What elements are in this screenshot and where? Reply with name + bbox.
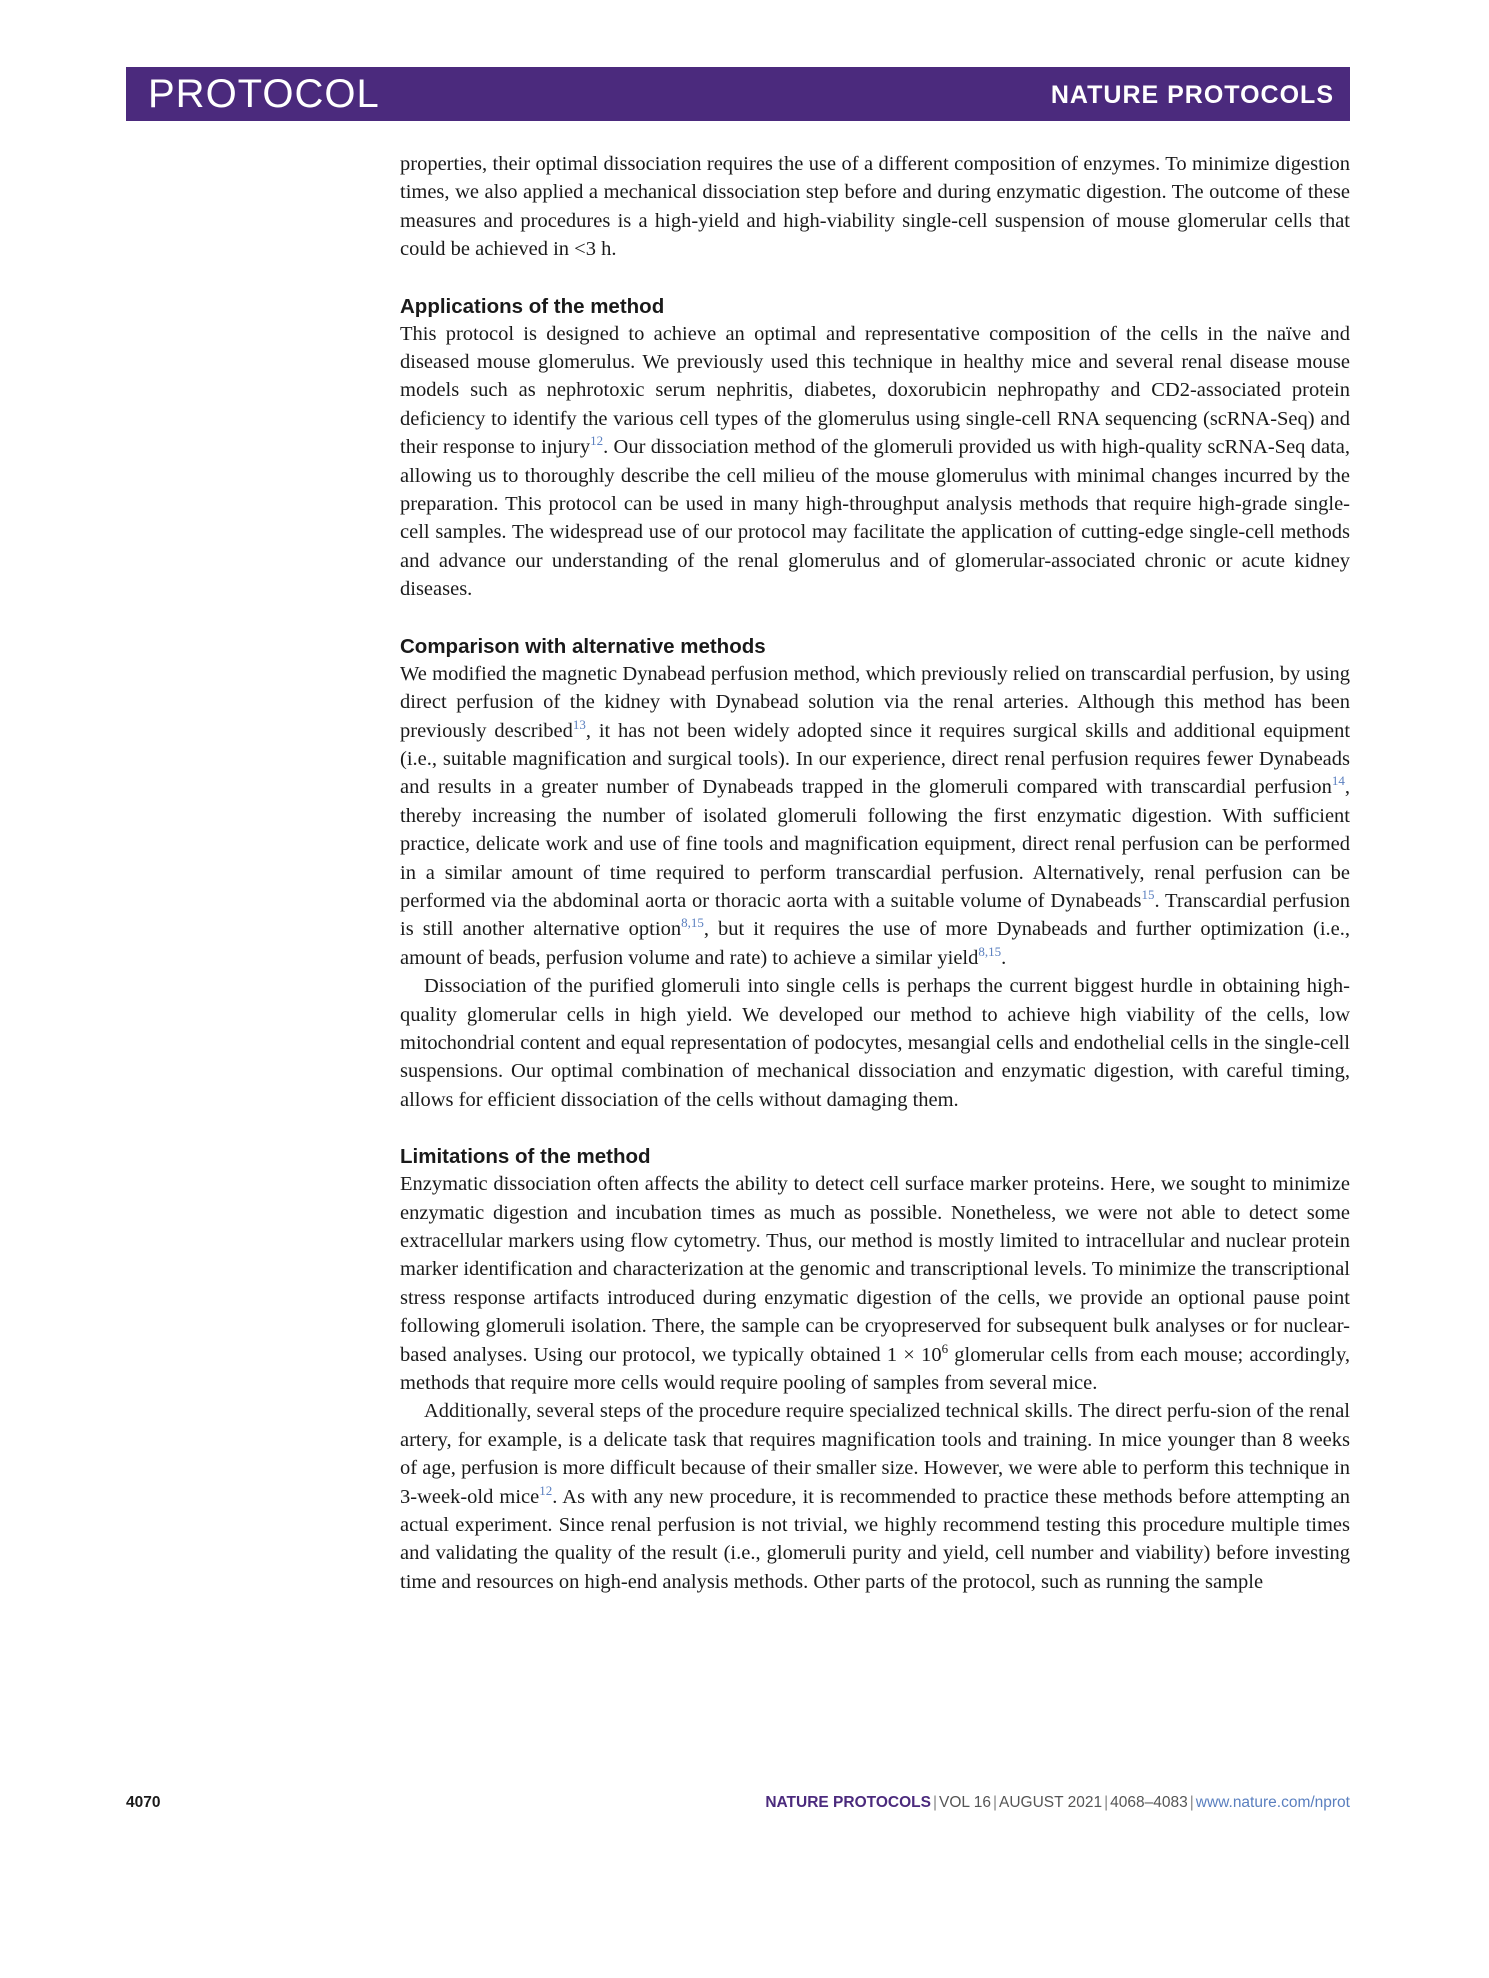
- section-type-label: PROTOCOL: [148, 72, 380, 116]
- paragraph: Enzymatic dissociation often affects the ability to detect cell surface marker proteins. Here, we sought to minimize enzymatic digestion and incubation times as much as possible. Nonetheless, we were not able to detect some extracellular markers using flow cytometry. Thus, our method is mostly limited to intracellular and nuclear protein marker identification and characterization at the genomic and transcriptional levels. To minimize the transcriptional stress response artifacts introduced during enzymatic digestion of the cells, we provide an optional pause point following glomeruli isolation. There, the sample can be cryopreserved for subsequent bulk analyses or for nuclear-based analyses. Using our protocol, we typically obtained $1 \times 10^6$ glomerular cells from each mouse; accordingly, methods that require more cells would require pooling of samples from several mice.: [400, 1173, 1350, 1395]
- citation-link[interactable]: 14: [1331, 773, 1345, 789]
- section-heading: Applications of the method: [400, 294, 665, 318]
- section-comparison: [400, 634, 1350, 1115]
- page-footer: [126, 1794, 1350, 1814]
- footer-date: AUGUST 2021: [999, 1794, 1103, 1811]
- citation-link[interactable]: 15: [1141, 887, 1155, 903]
- citation-link[interactable]: 12: [590, 433, 604, 449]
- section-applications: [400, 294, 1350, 604]
- section-heading: Comparison with alternative methods: [400, 634, 766, 658]
- citation-link[interactable]: 8,15: [978, 943, 1002, 959]
- paragraph: We modified the magnetic Dynabead perfusion method, which previously relied on transcardial perfusion, by using direct perfusion of the kidney with Dynabead solution via the renal arteries. Although this method has been previously described$^{13}$, it has not been widely adopted since it requires surgical skills and additional equipment (i.e., suitable magnification and surgical tools). In our experience, direct renal perfusion requires fewer Dynabeads and results in a greater number of Dynabeads trapped in the glomeruli compared with transcardial perfusion$^{14}$, thereby increasing the number of isolated glomeruli following the first enzymatic digestion. With sufficient practice, delicate work and use of fine tools and magnification equipment, direct renal perfusion can be performed in a similar amount of time required to perform transcardial perfusion. Alternatively, renal perfusion can be performed via the abdominal aorta or thoracic aorta with a suitable volume of Dynabeads$^{15}$. Transcardial perfusion is still another alternative option$^{8,15}$, but it requires the use of more Dynabeads and further optimization (i.e., amount of beads, perfusion volume and rate) to achieve a similar yield$^{8,15}$.: [400, 662, 1351, 969]
- citation-link[interactable]: 8,15: [681, 915, 704, 931]
- paragraph: Additionally, several steps of the procedure require specialized technical skills. The direct perfu-sion of the renal artery, for example, is a delicate task that requires magnification tools and training. In mice younger than 8 weeks of age, perfusion is more difficult because of their smaller size. However, we were able to perform this technique in 3-week-old mice$^{12}$. As with any new procedure, it is recommended to practice these methods before attempting an actual experiment. Since renal perfusion is not trivial, we highly recommend testing this procedure multiple times and validating the quality of the result (i.e., glomeruli purity and yield, cell number and viability) before investing time and resources on high-end analysis methods. Other parts of the protocol, such as running the sample: [400, 1400, 1350, 1593]
- footer-journal: NATURE PROTOCOLS: [765, 1794, 931, 1811]
- citation-link[interactable]: 13: [572, 716, 586, 732]
- paragraph: This protocol is designed to achieve an optimal and representative composition of the cells in the naïve and diseased mouse glomerulus. We previously used this technique in healthy mice and several renal disease mouse models such as nephrotoxic serum nephritis, diabetes, doxorubicin nephropathy and CD2-associated protein deficiency to identify the various cell types of the glomerulus using single-cell RNA sequencing (scRNA-Seq) and their response to injury$^{12}$. Our dissociation method of the glomeruli provided us with high-quality scRNA-Seq data, allowing us to thoroughly describe the cell milieu of the mouse glomerulus with minimal changes incurred by the preparation. This protocol can be used in many high-throughput analysis methods that require high-grade single-cell samples. The widespread use of our protocol may facilitate the application of cutting-edge single-cell methods and advance our understanding of the renal glomerulus and of glomerular-associated chronic or acute kidney diseases.: [400, 322, 1350, 601]
- footer-volume: VOL 16: [938, 1794, 991, 1811]
- article-body: [400, 150, 1350, 1596]
- intro-paragraph: properties, their optimal dissociation requires the use of a different composition of enzymes. To minimize digestion times, we also applied a mechanical dissociation step before and during enzymatic digestion. The outcome of these measures and procedures is a high-yield and high-viability single-cell suspension of mouse glomerular cells that could be achieved in <3 h.: [400, 153, 1350, 261]
- footer-citation: NATURE PROTOCOLS | VOL 16 | AUGUST 2021 | 4068–4083 | www.nature.com/nprot: [765, 1794, 1350, 1811]
- page-number: 4070: [126, 1794, 161, 1811]
- footer-url-link[interactable]: www.nature.com/nprot: [1195, 1794, 1350, 1811]
- header-banner: [126, 67, 1350, 121]
- footer-pages: 4068–4083: [1110, 1794, 1188, 1811]
- citation-link[interactable]: 12: [539, 1482, 553, 1498]
- journal-name: NATURE PROTOCOLS: [1050, 81, 1334, 109]
- section-limitations: [400, 1144, 1350, 1596]
- paragraph: Dissociation of the purified glomeruli into single cells is perhaps the current biggest hurdle in obtaining high-quality glomerular cells in high yield. We developed our method to achieve high viability of the cells, low mitochondrial content and equal representation of podocytes, mesangial cells and endothelial cells in the single-cell suspensions. Our optimal combination of mechanical dissociation and enzymatic digestion, with careful timing, allows for efficient dissociation of the cells without damaging them.: [400, 975, 1350, 1111]
- exponent: 6: [941, 1340, 949, 1356]
- section-heading: Limitations of the method: [400, 1145, 651, 1169]
